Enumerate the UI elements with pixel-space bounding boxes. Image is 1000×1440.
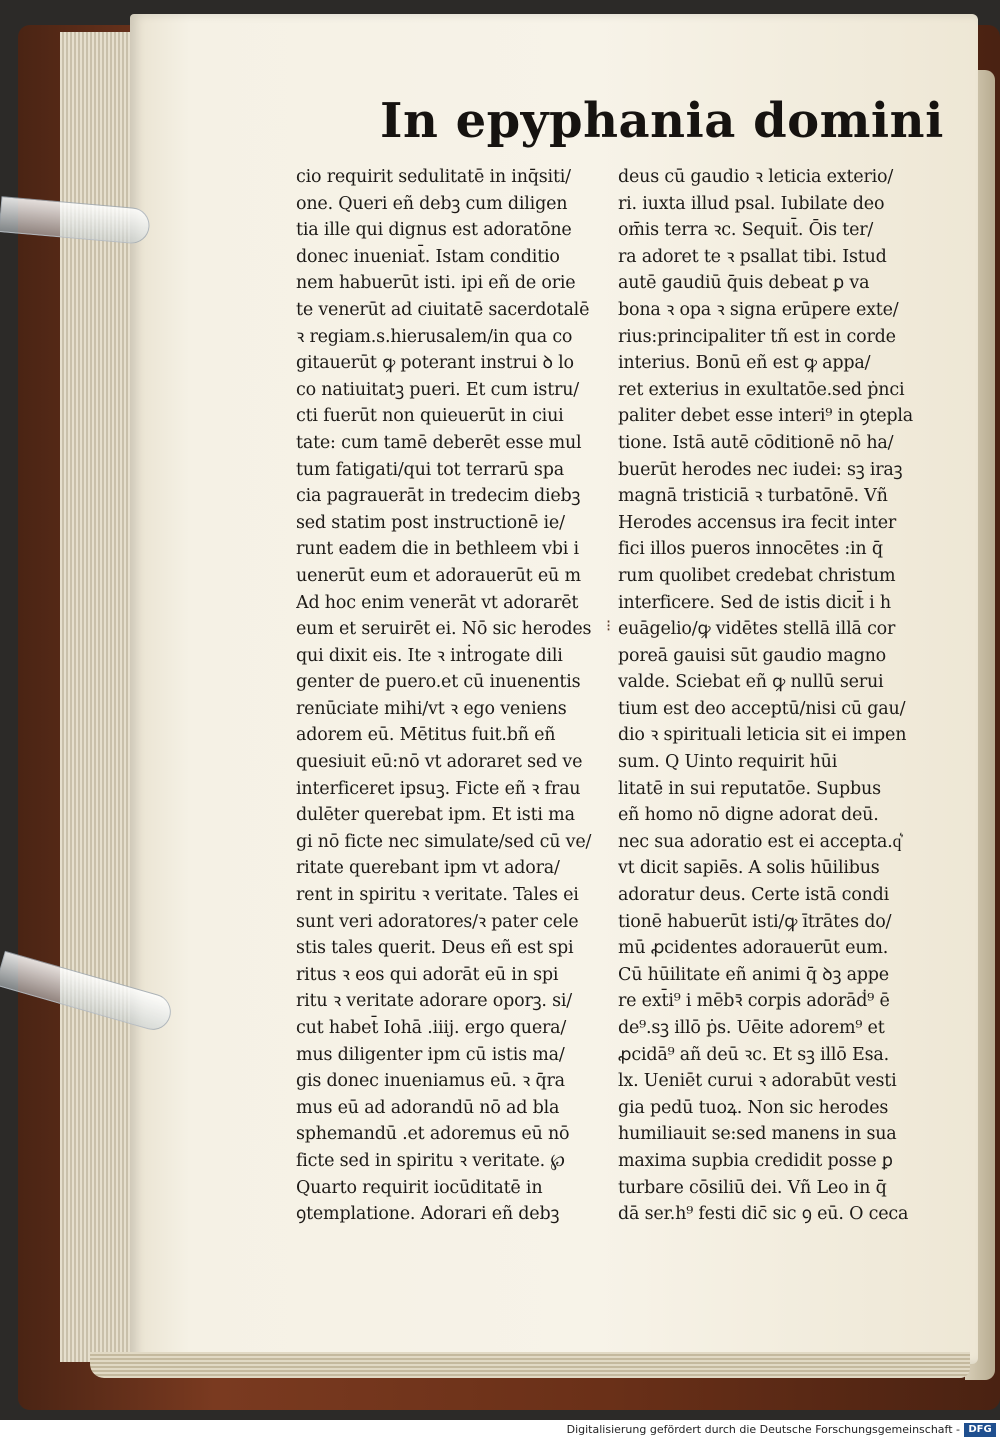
- text-line: cio requirit sedulitatē in inq̄siti/: [296, 167, 571, 187]
- text-line: one. Queri eñ debꝫ cum diligen: [296, 193, 568, 214]
- funding-credit: Digitalisierung gefördert durch die Deutsche Forschungsgemeinschaft -: [566, 1423, 960, 1436]
- text-line: eñ homo nō digne adorat deū.: [618, 805, 879, 826]
- text-line: de⁹.sꝫ illō ṗs. Uēite adorem⁹ et: [618, 1018, 885, 1038]
- text-line: cti fuerūt non quieuerūt in ciui: [296, 406, 564, 427]
- text-line: ficte sed in spiritu ꝛ veritate. ℘: [296, 1150, 565, 1171]
- text-line: Quarto requirit iocūditatē in: [296, 1177, 543, 1198]
- text-line: cia pagrauerāt in tredecim diebꝫ: [296, 486, 581, 507]
- text-line: te venerūt ad ciuitatē sacerdotalē: [296, 299, 590, 320]
- text-line: ꝛ regiam.s.hierusalem/in qua co: [296, 326, 573, 347]
- text-line: nem habuerūt isti. ipi eñ de orie: [296, 273, 576, 294]
- text-line: deus cū gaudio ꝛ leticia exterio/: [618, 167, 894, 187]
- text-line: ret exterius in exultatōe.sed ṗnci: [618, 379, 905, 400]
- text-line: sunt veri adoratores/ꝛ pater cele: [296, 911, 579, 932]
- text-line: euāgelio/ꝙ vidētes stellā illā cor: [618, 619, 896, 640]
- text-line: maxima supbia credidit posse ꝑ: [618, 1150, 893, 1171]
- text-line: tum fatigati/qui tot terrarū spa: [296, 459, 564, 480]
- text-line: rius:principaliter tñ est in corde: [618, 326, 896, 347]
- text-line: ritus ꝛ eos qui adorāt eū in spi: [296, 964, 559, 985]
- text-line: Ad hoc enim venerāt vt adorarēt: [296, 592, 579, 613]
- text-line: rent in spiritu ꝛ veritate. Tales ei: [296, 885, 579, 906]
- text-line: dio ꝛ spirituali leticia sit ei impen: [618, 725, 907, 746]
- text-line: qui dixit eis. Ite ꝛ inṫrogate dili: [296, 645, 563, 666]
- text-line: turbare cōsiliū dei. Vñ Leo in q̄: [618, 1177, 887, 1198]
- text-line: quesiuit eū:nō vt adoraret sed ve: [296, 752, 583, 773]
- text-column-right: [618, 164, 943, 1228]
- text-line: re ext̄i⁹ i mēbꝛ̄ corpis adorāḋ⁹ ē: [618, 991, 890, 1012]
- text-line: fici illos pueros innocētes :in q̄: [618, 539, 883, 560]
- text-line: tionē habuerūt isti/ꝙ ītrātes do/: [618, 911, 892, 932]
- text-line: tate: cum tamē deberēt esse mul: [296, 432, 582, 453]
- dfg-logo: DFG: [964, 1423, 996, 1437]
- text-line: paliter debet esse interi⁹ in ꝯtepla: [618, 406, 914, 427]
- text-line: genter de puero.et cū inuenentis: [296, 672, 581, 693]
- text-line: ri. iuxta illud psal. Iubilate deo: [618, 193, 885, 214]
- text-line: gi nō ficte nec simulate/sed cū ve/: [296, 831, 592, 852]
- text-line: cut habet̄ Iohā .iiij. ergo quera/: [296, 1018, 567, 1038]
- text-column-left: [296, 164, 621, 1228]
- text-line: sphemandū .et adoremus eū nō: [296, 1124, 570, 1145]
- text-line: Cū hūilitate eñ animi q̄ ꝺꝫ appe: [618, 964, 889, 985]
- text-line: litatē in sui reputatōe. Supbus: [618, 778, 881, 799]
- text-line: humiliauit se:sed manens in sua: [618, 1124, 897, 1145]
- text-line: eum et seruirēt ei. Nō sic herodes: [296, 619, 592, 640]
- text-line: renūciate mihi/vt ꝛ ego veniens: [296, 698, 567, 719]
- text-line: mū ꝓcidentes adorauerūt eum.: [618, 938, 889, 959]
- text-line: runt eadem die in bethleem vbi i: [296, 539, 579, 560]
- text-line: tia ille qui dignus est adoratōne: [296, 220, 572, 241]
- text-line: dā ser.h⁹ festi dic̄ sic ꝯ eū. O ceca: [618, 1204, 909, 1225]
- text-line: ꝓcidā⁹ añ deū ꝛc. Et sꝫ illō Esa.: [618, 1044, 889, 1065]
- text-line: magnā tristiciā ꝛ turbatōnē. Vñ: [618, 486, 888, 507]
- text-line: ritu ꝛ veritate adorare oporꝫ. si/: [296, 991, 572, 1012]
- bottom-page-edges: [90, 1352, 970, 1378]
- text-line: dulēter querebat ipm. Et isti ma: [296, 805, 575, 826]
- text-line: interficere. Sed de istis dicit̄ i h: [618, 592, 891, 613]
- text-line: mus eū ad adorandū nō ad bla: [296, 1097, 560, 1118]
- text-line: sum. Q Uinto requirit hūi: [618, 752, 838, 773]
- text-line: gitauerūt ꝙ poterant instrui ꝺ lo: [296, 353, 574, 374]
- text-line: tione. Istā autē cōditionē nō ha/: [618, 432, 894, 453]
- text-line: sed statim post instructionē ie/: [296, 512, 565, 533]
- text-line: lx. Ueniēt curui ꝛ adorabūt vesti: [618, 1071, 897, 1092]
- text-line: ritate querebant ipm vt adora/: [296, 858, 560, 879]
- text-line: mus diligenter ipm cū istis ma/: [296, 1044, 565, 1065]
- text-line: gis donec inueniamus eū. ꝛ q̄ra: [296, 1071, 565, 1092]
- text-line: donec inueniat̄. Istam conditio: [296, 246, 560, 267]
- text-line: interius. Bonū eñ est ꝙ appa/: [618, 353, 871, 374]
- text-line: rum quolibet credebat christum: [618, 565, 896, 586]
- text-line: autē gaudiū q̄uis debeat ꝑ va: [618, 273, 870, 294]
- running-heading: In epyphania domini: [380, 93, 944, 149]
- text-line: om̄is terra ꝛc. Sequit̄. Ōis ter/: [618, 220, 874, 241]
- text-line: adoratur deus. Certe istā condi: [618, 885, 890, 906]
- text-line: stis tales querit. Deus eñ est spi: [296, 938, 574, 959]
- text-line: buerūt herodes nec iudei: sꝫ iraꝫ: [618, 459, 903, 480]
- text-line: gia pedū tuoꝝ. Non sic herodes: [618, 1097, 889, 1118]
- text-line: nec sua adoratio est ei accepta.q͛: [618, 831, 902, 852]
- text-line: interficeret ipsuꝫ. Ficte eñ ꝛ frau: [296, 778, 581, 799]
- text-line: ꝯtemplatione. Adorari eñ debꝫ: [296, 1204, 560, 1225]
- text-line: valde. Sciebat eñ ꝙ nullū serui: [618, 672, 884, 693]
- text-line: uenerūt eum et adorauerūt eū m: [296, 565, 581, 586]
- text-line: Herodes accensus ira fecit inter: [618, 512, 897, 533]
- text-line: vt dicit sapiēs. A solis hūilibus: [618, 858, 880, 879]
- text-line: poreā gauisi sūt gaudio magno: [618, 645, 886, 666]
- text-line: tium est deo acceptū/nisi cū gau/: [618, 698, 906, 719]
- text-line: ra adoret te ꝛ psallat tibi. Istud: [618, 246, 887, 267]
- gutter-ink-mark: ⁝: [606, 616, 612, 635]
- text-line: adorem eū. Mētitus fuit.bñ eñ: [296, 725, 556, 746]
- footer-bar: [0, 1420, 1000, 1440]
- text-line: bona ꝛ opa ꝛ signa erūpere exte/: [618, 299, 899, 320]
- text-line: co natiuitatꝫ pueri. Et cum istru/: [296, 379, 579, 400]
